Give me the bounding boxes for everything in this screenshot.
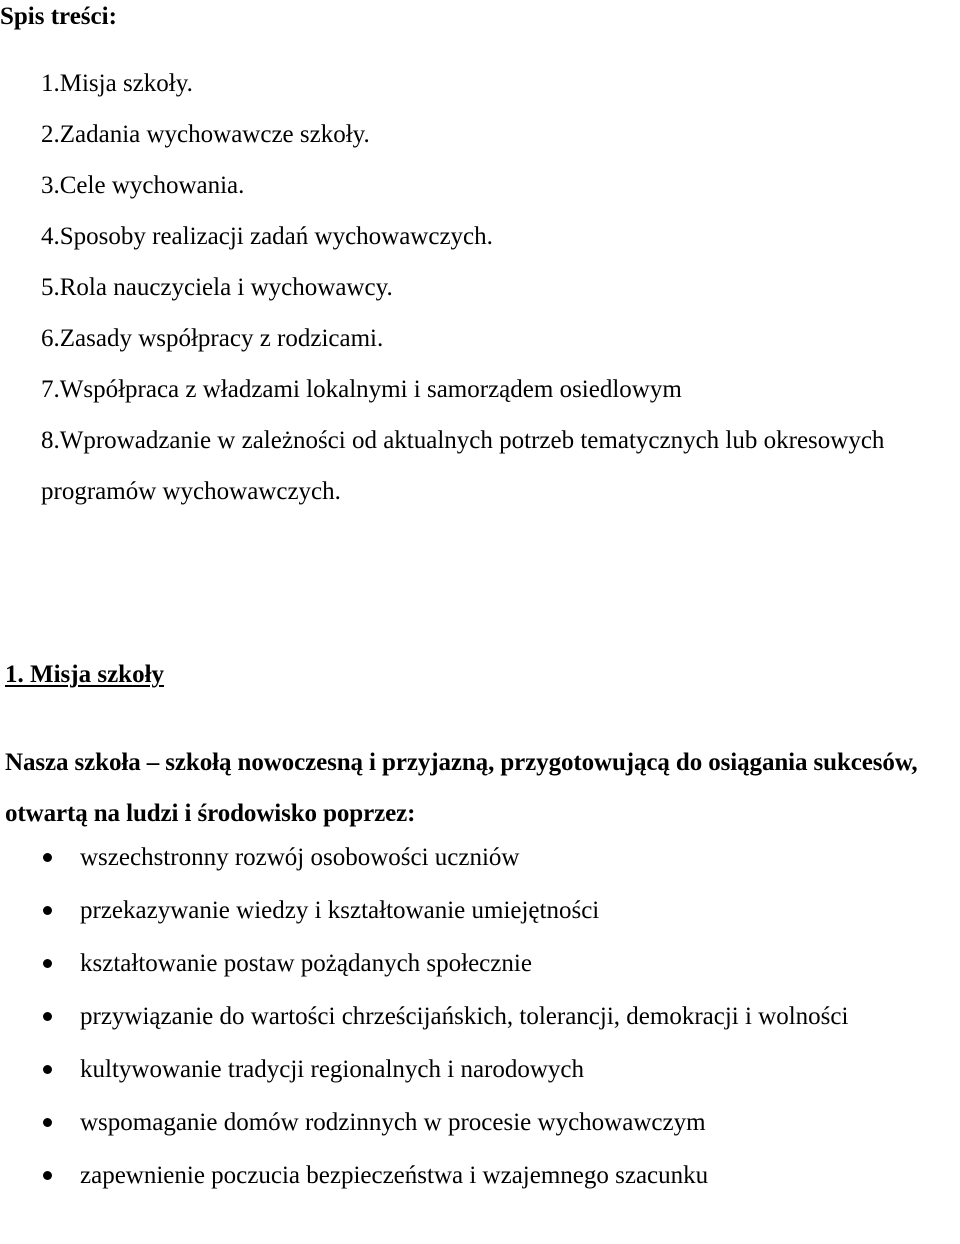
list-item-text: kultywowanie tradycji regionalnych i narodowych bbox=[80, 1056, 585, 1083]
mission-bullet-list bbox=[80, 832, 940, 1203]
toc-heading: Spis treści: bbox=[0, 3, 117, 30]
toc-item: 6.Zasady współpracy z rodzicami. bbox=[41, 325, 384, 352]
list-item-text: kształtowanie postaw pożądanych społecznie bbox=[80, 950, 532, 977]
list-item bbox=[80, 1097, 940, 1148]
list-item bbox=[80, 1044, 940, 1095]
toc-item: 2.Zadania wychowawcze szkoły. bbox=[41, 121, 370, 148]
list-item-text: przekazywanie wiedzy i kształtowanie umiejętności bbox=[80, 897, 600, 924]
list-item-text: wszechstronny rozwój osobowości uczniów bbox=[80, 844, 520, 871]
toc-item: 8.Wprowadzanie w zależności od aktualnych potrzeb tematycznych lub okresowych programów wychowawczych. bbox=[41, 427, 885, 505]
section-title: 1. Misja szkoły bbox=[5, 661, 165, 688]
list-item-text: zapewnienie poczucia bezpieczeństwa i wzajemnego szacunku bbox=[80, 1162, 709, 1189]
toc-item: 4.Sposoby realizacji zadań wychowawczych. bbox=[41, 223, 493, 250]
list-item bbox=[80, 885, 940, 936]
toc-item: 3.Cele wychowania. bbox=[41, 172, 245, 199]
toc-item: 7.Współpraca z władzami lokalnymi i samorządem osiedlowym bbox=[41, 376, 682, 403]
bullet-icon bbox=[43, 1012, 52, 1021]
toc-item: 5.Rola nauczyciela i wychowawcy. bbox=[41, 274, 393, 301]
list-item bbox=[80, 991, 940, 1042]
list-item bbox=[80, 938, 940, 989]
bullet-icon bbox=[43, 906, 52, 915]
list-item-text: wspomaganie domów rodzinnych w procesie wychowawczym bbox=[80, 1109, 706, 1136]
toc-item: 1.Misja szkoły. bbox=[41, 70, 193, 97]
toc-list bbox=[41, 58, 941, 517]
bullet-icon bbox=[43, 853, 52, 862]
bullet-icon bbox=[43, 1171, 52, 1180]
list-item bbox=[80, 1150, 940, 1201]
bullet-icon bbox=[43, 959, 52, 968]
section-intro: Nasza szkoła – szkołą nowoczesną i przyjazną, przygotowującą do osiągania sukcesów, otwartą na ludzi i środowisko poprzez: bbox=[5, 749, 918, 827]
bullet-icon bbox=[43, 1065, 52, 1074]
bullet-icon bbox=[43, 1118, 52, 1127]
list-item bbox=[80, 832, 940, 883]
list-item-text: przywiązanie do wartości chrześcijańskich, tolerancji, demokracji i wolności bbox=[80, 1003, 849, 1030]
